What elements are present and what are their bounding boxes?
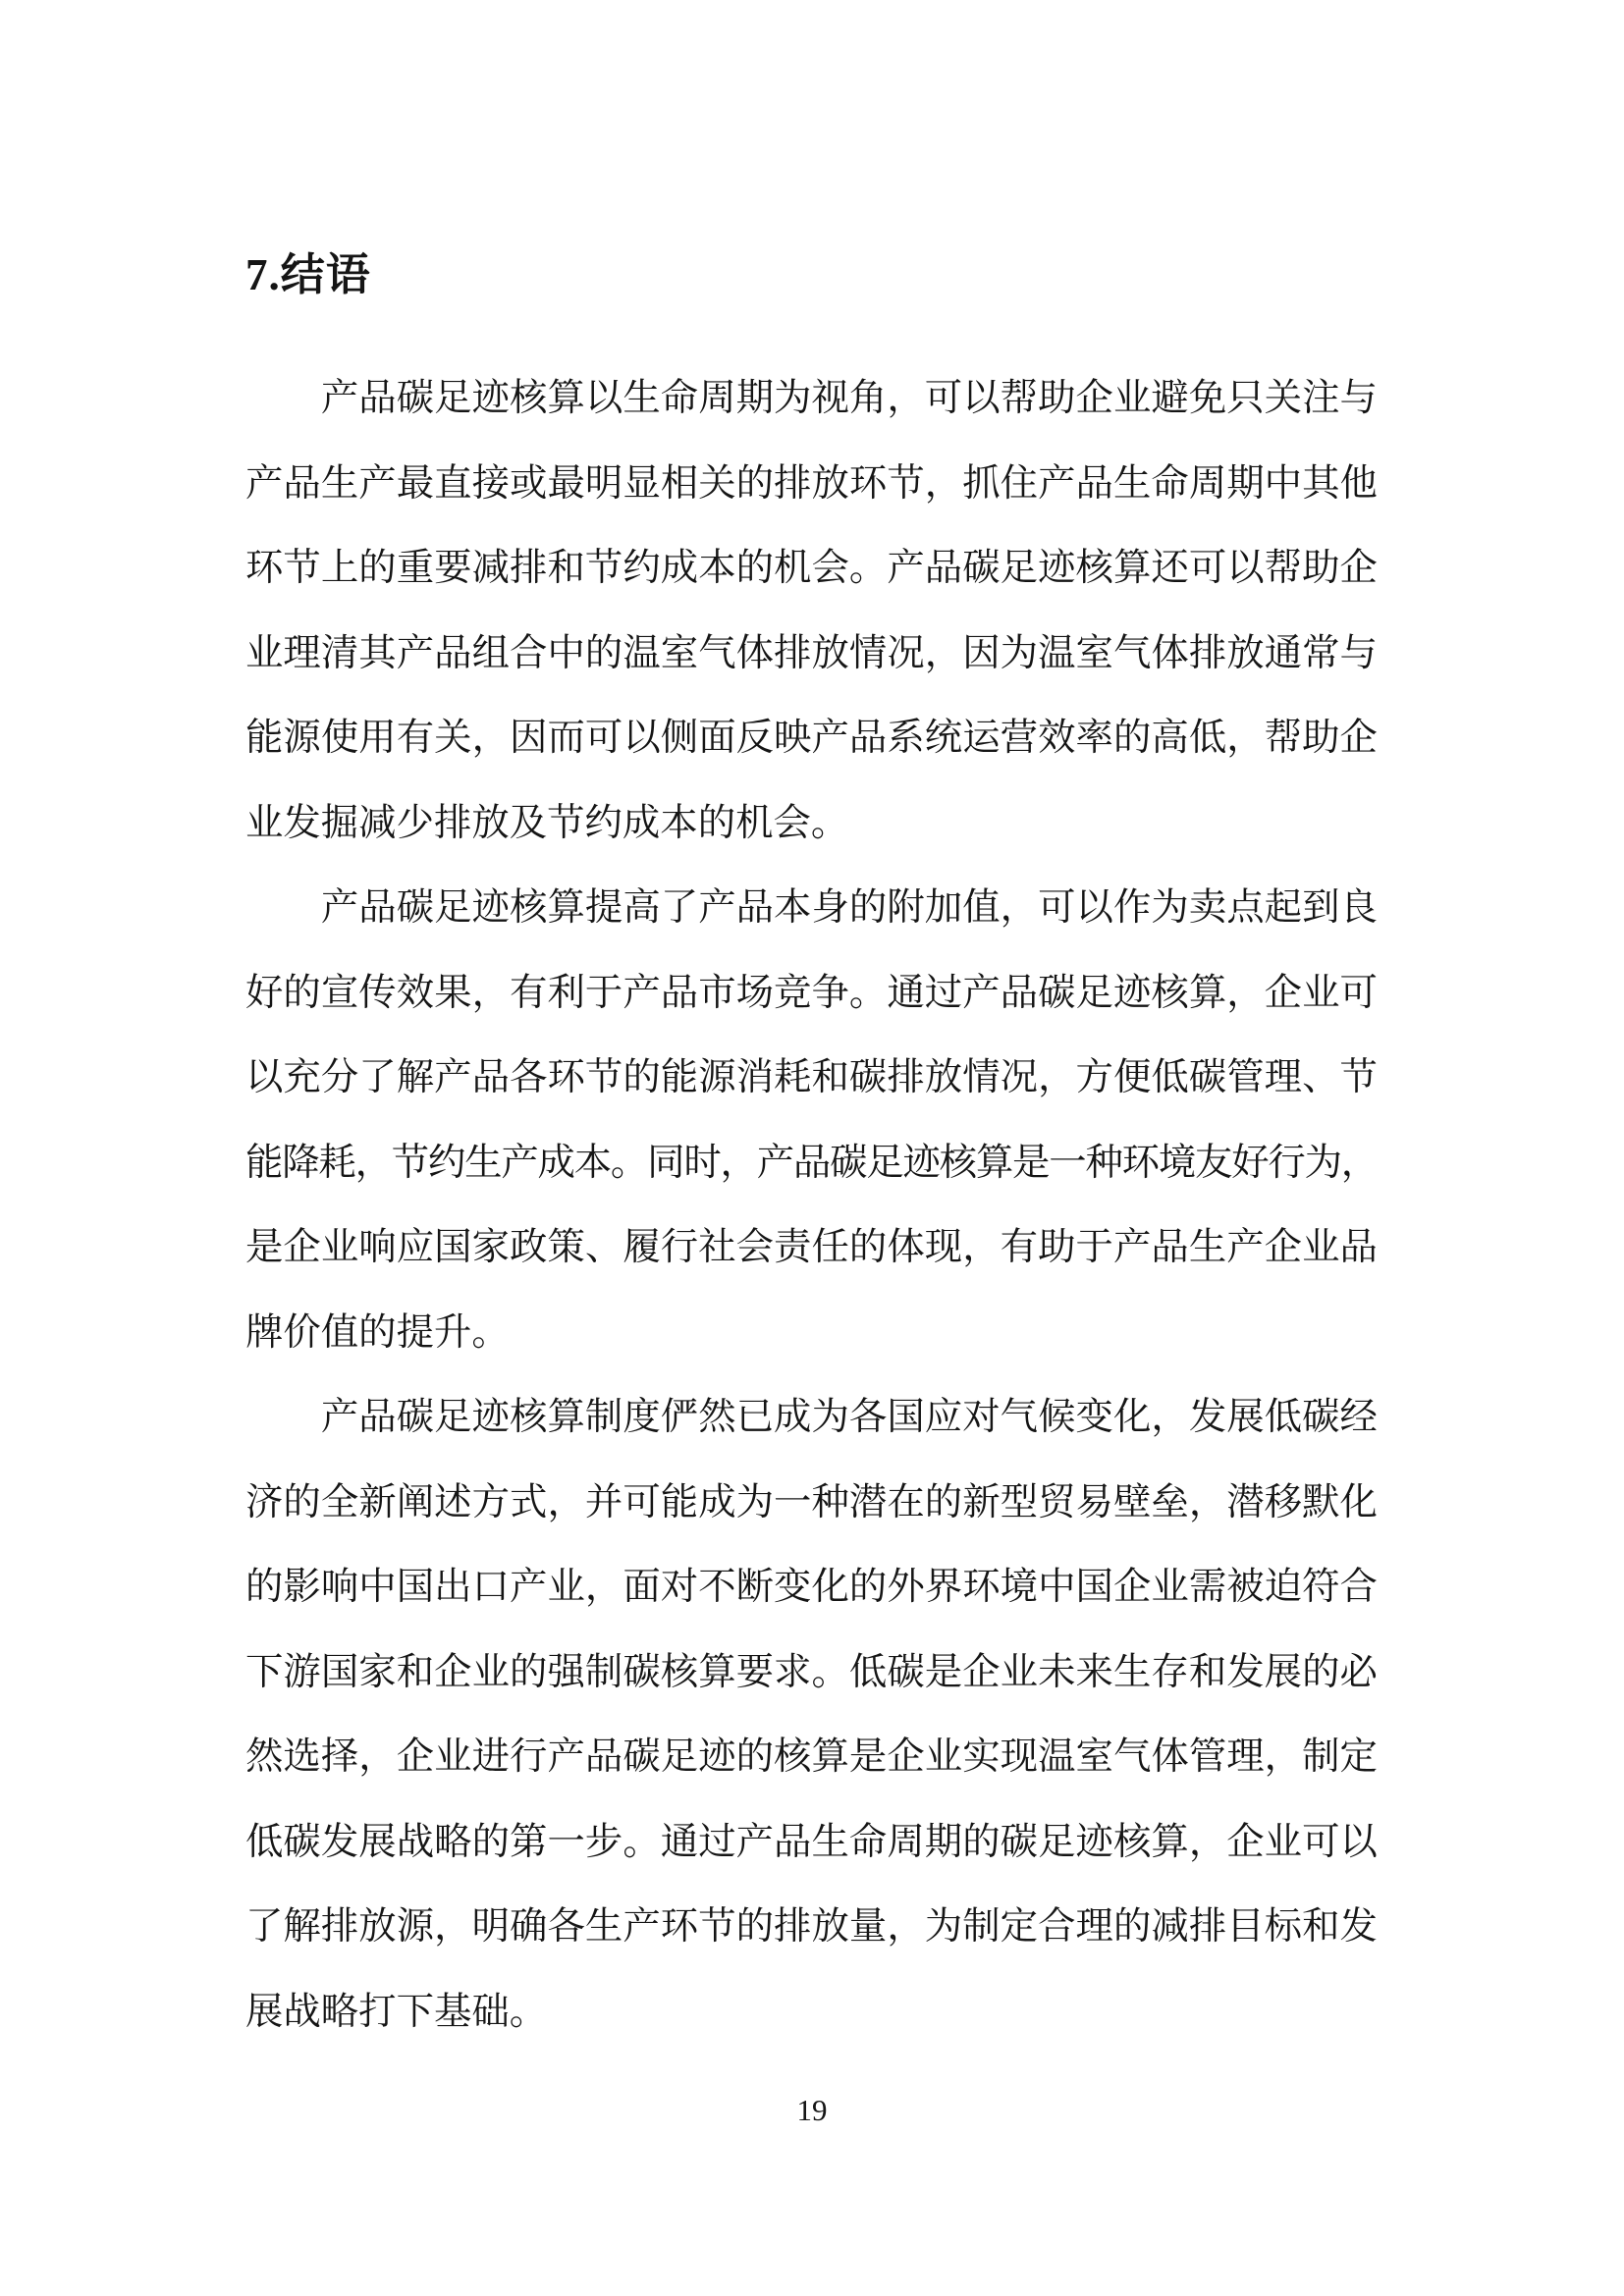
text-line <box>245 1885 1378 1970</box>
text-line <box>245 951 1378 1037</box>
section-heading: 7.结语 <box>245 250 371 299</box>
text-line-content: 能源使用有关，因而可以侧面反映产品系统运营效率的高低，帮助企 <box>245 718 1378 759</box>
text-line-content: 然选择，企业进行产品碳足迹的核算是企业实现温室气体管理，制定 <box>245 1736 1378 1778</box>
text-line-content: 产品碳足迹核算以生命周期为视角，可以帮助企业避免只关注与 <box>245 378 1378 419</box>
text-line <box>245 526 1378 612</box>
text-line-content: 的影响中国出口产业，面对不断变化的外界环境中国企业需被迫符合 <box>245 1567 1378 1608</box>
text-line <box>245 1375 1378 1461</box>
text-line <box>245 356 1378 442</box>
text-line <box>245 1545 1378 1630</box>
text-line-content: 展战略打下基础。 <box>245 1991 548 2033</box>
text-line <box>245 866 1378 951</box>
text-line-content: 业理清其产品组合中的温室气体排放情况，因为温室气体排放通常与 <box>245 632 1378 674</box>
text-line <box>245 696 1378 781</box>
page-number: 19 <box>796 2093 828 2127</box>
text-line-content: 好的宣传效果，有利于产品市场竞争。通过产品碳足迹核算，企业可 <box>245 972 1378 1014</box>
text-line-content: 产品碳足迹核算制度俨然已成为各国应对气候变化，发展低碳经 <box>245 1397 1378 1438</box>
text-line-content: 环节上的重要减排和节约成本的机会。产品碳足迹核算还可以帮助企 <box>245 548 1378 589</box>
text-line <box>245 1205 1378 1291</box>
paragraph <box>245 1375 1378 2055</box>
text-line <box>245 1461 1378 1546</box>
text-line-content: 能降耗，节约生产成本。同时，产品碳足迹核算是一种环境友好行为， <box>245 1142 1378 1184</box>
text-line-content: 以充分了解产品各环节的能源消耗和碳排放情况，方便低碳管理、节 <box>245 1057 1378 1098</box>
text-line-content: 济的全新阐述方式，并可能成为一种潜在的新型贸易壁垒，潜移默化 <box>245 1481 1378 1523</box>
text-line <box>245 1291 1378 1376</box>
text-line <box>245 1715 1378 1800</box>
text-line <box>245 442 1378 527</box>
text-line-content: 业发掘减少排放及节约成本的机会。 <box>245 802 849 844</box>
text-line-content: 产品生产最直接或最明显相关的排放环节，抓住产品生命周期中其他 <box>245 462 1378 505</box>
text-line <box>245 1970 1378 2056</box>
text-line-content: 是企业响应国家政策、履行社会责任的体现，有助于产品生产企业品 <box>245 1227 1378 1268</box>
text-line <box>245 1630 1378 1716</box>
body-text <box>245 356 1378 2055</box>
text-line-content: 低碳发展战略的第一步。通过产品生命周期的碳足迹核算，企业可以 <box>245 1821 1378 1863</box>
text-line <box>245 1800 1378 1886</box>
text-line <box>245 612 1378 697</box>
text-line <box>245 1036 1378 1121</box>
text-line-content: 下游国家和企业的强制碳核算要求。低碳是企业未来生存和发展的必 <box>245 1651 1378 1693</box>
paragraph <box>245 866 1378 1375</box>
text-line-content: 牌价值的提升。 <box>245 1311 510 1354</box>
text-line <box>245 781 1378 867</box>
text-line-content: 了解排放源，明确各生产环节的排放量，为制定合理的减排目标和发 <box>245 1906 1378 1948</box>
text-line <box>245 1121 1378 1206</box>
paragraph <box>245 356 1378 866</box>
text-line-content: 产品碳足迹核算提高了产品本身的附加值，可以作为卖点起到良 <box>245 887 1378 929</box>
